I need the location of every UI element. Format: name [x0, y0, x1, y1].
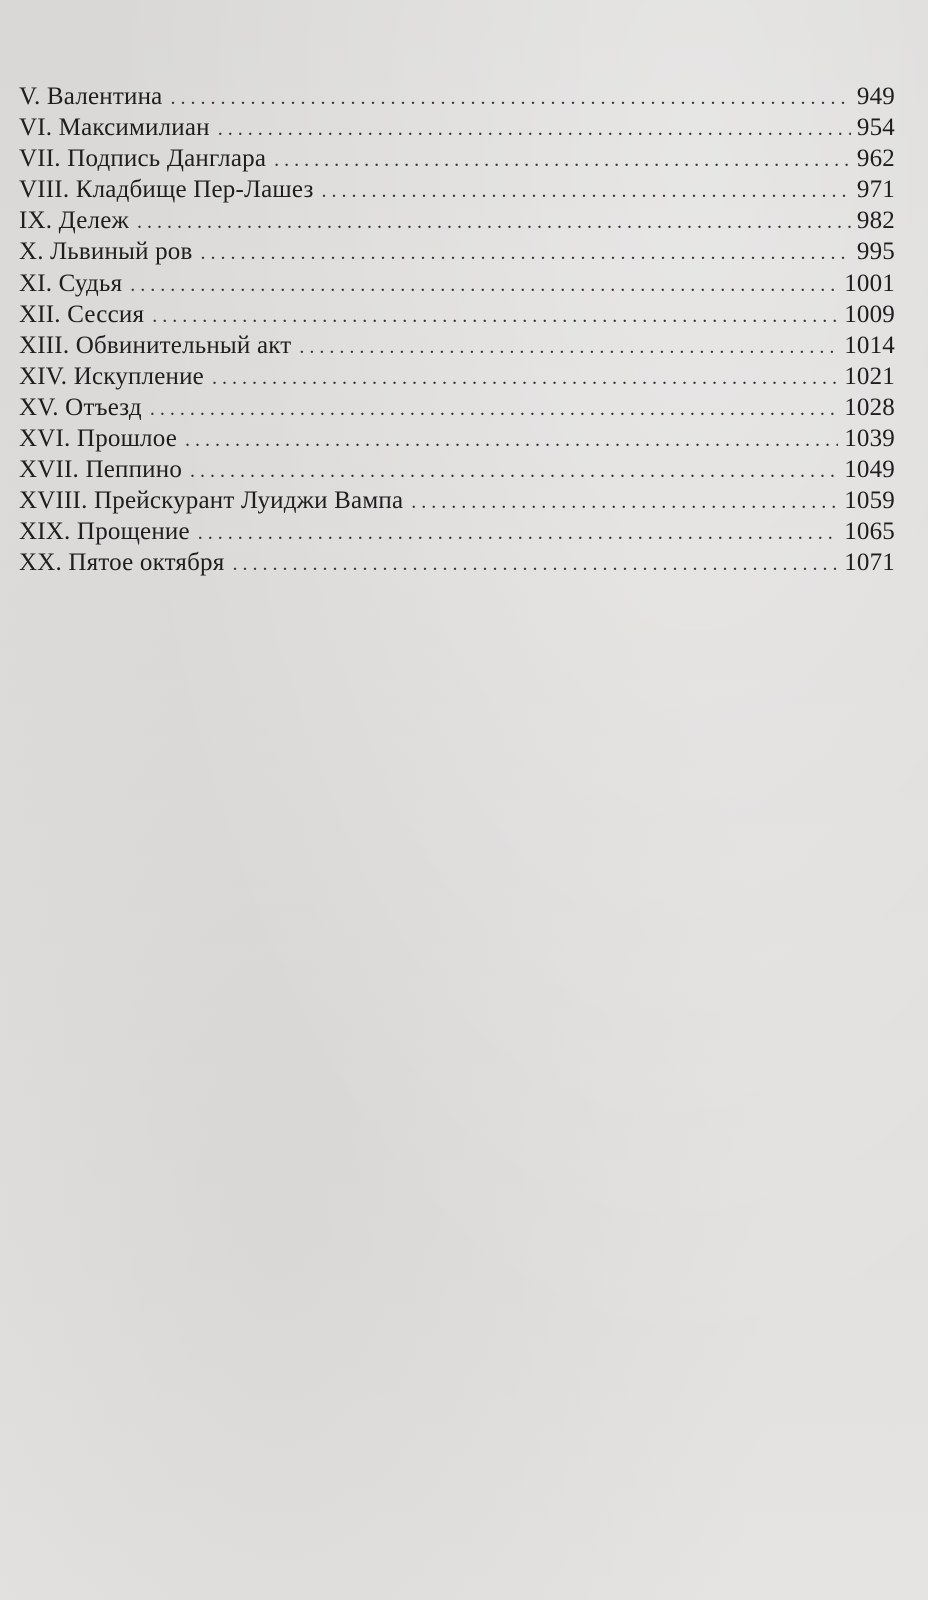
toc-entry-page: 1071 [844, 549, 895, 577]
toc-entry-page: 1059 [844, 487, 895, 515]
toc-entry-page: 1065 [844, 518, 895, 546]
dot-leader [170, 83, 850, 114]
toc-entry-page: 1028 [844, 393, 895, 421]
dot-leader [232, 549, 838, 580]
toc-entry-page: 1039 [844, 425, 895, 453]
toc-entry-page: 971 [856, 176, 895, 204]
toc-entry [19, 454, 895, 485]
toc-entry [19, 268, 895, 299]
dot-leader [185, 425, 838, 456]
toc-entry-title: XI. Судья [19, 269, 123, 297]
dot-leader [130, 270, 838, 301]
dot-leader [212, 363, 838, 394]
toc-entry-title: XIV. Искупление [19, 362, 204, 390]
dot-leader [411, 487, 838, 518]
dot-leader [322, 176, 851, 207]
toc-entry-page: 982 [856, 207, 895, 235]
toc-entry [19, 392, 895, 423]
toc-entry-title: XVII. Пеппино [19, 456, 183, 484]
toc-entry-title: V. Валентина [19, 83, 163, 110]
toc-entry-title: XX. Пятое октября [19, 549, 225, 577]
toc-entry-page: 1014 [844, 331, 895, 359]
toc-entry-title: VIII. Кладбище Пер-Лашез [19, 176, 314, 204]
toc-entry-title: XII. Сессия [19, 300, 145, 328]
toc-entry-page: 1021 [844, 362, 895, 390]
dot-leader [274, 145, 851, 176]
toc-entry-title: XIX. Прощение [19, 518, 190, 546]
toc-entry-page: 1001 [844, 269, 895, 297]
dot-leader [152, 301, 838, 332]
toc-entry [19, 361, 895, 392]
toc-entry-page: 954 [856, 114, 895, 142]
toc-entry-page: 962 [856, 145, 895, 173]
dot-leader [150, 394, 838, 425]
toc-entry-title: XVIII. Прейскурант Луиджи Вампа [19, 487, 404, 515]
toc-entry [19, 112, 895, 143]
toc-entry [19, 236, 895, 267]
toc-entry [19, 516, 895, 547]
toc-entry-title: XIII. Обвинительный акт [19, 331, 292, 359]
toc-entry-page: 949 [856, 83, 895, 110]
dot-leader [137, 207, 851, 238]
dot-leader [201, 238, 851, 269]
toc-entry [19, 547, 895, 578]
toc-entry-title: VII. Подпись Данглара [19, 145, 267, 173]
toc-entry [19, 205, 895, 236]
table-of-contents [19, 81, 895, 579]
toc-entry-page: 995 [856, 238, 895, 266]
toc-entry-title: XV. Отъезд [19, 393, 142, 421]
dot-leader [190, 456, 838, 487]
toc-entry-title: IX. Дележ [19, 207, 129, 235]
toc-entry-title: XVI. Прошлое [19, 425, 178, 453]
toc-entry [19, 485, 895, 516]
toc-entry [19, 423, 895, 454]
toc-entry [19, 81, 895, 112]
dot-leader [218, 114, 851, 145]
toc-entry [19, 143, 895, 174]
toc-entry-page: 1009 [844, 300, 895, 328]
toc-entry [19, 174, 895, 205]
toc-entry-title: VI. Максимилиан [19, 114, 210, 142]
toc-entry-page: 1049 [844, 456, 895, 484]
dot-leader [299, 332, 838, 363]
dot-leader [198, 518, 838, 549]
toc-entry [19, 299, 895, 330]
toc-entry-title: X. Львиный ров [19, 238, 193, 266]
toc-entry [19, 330, 895, 361]
